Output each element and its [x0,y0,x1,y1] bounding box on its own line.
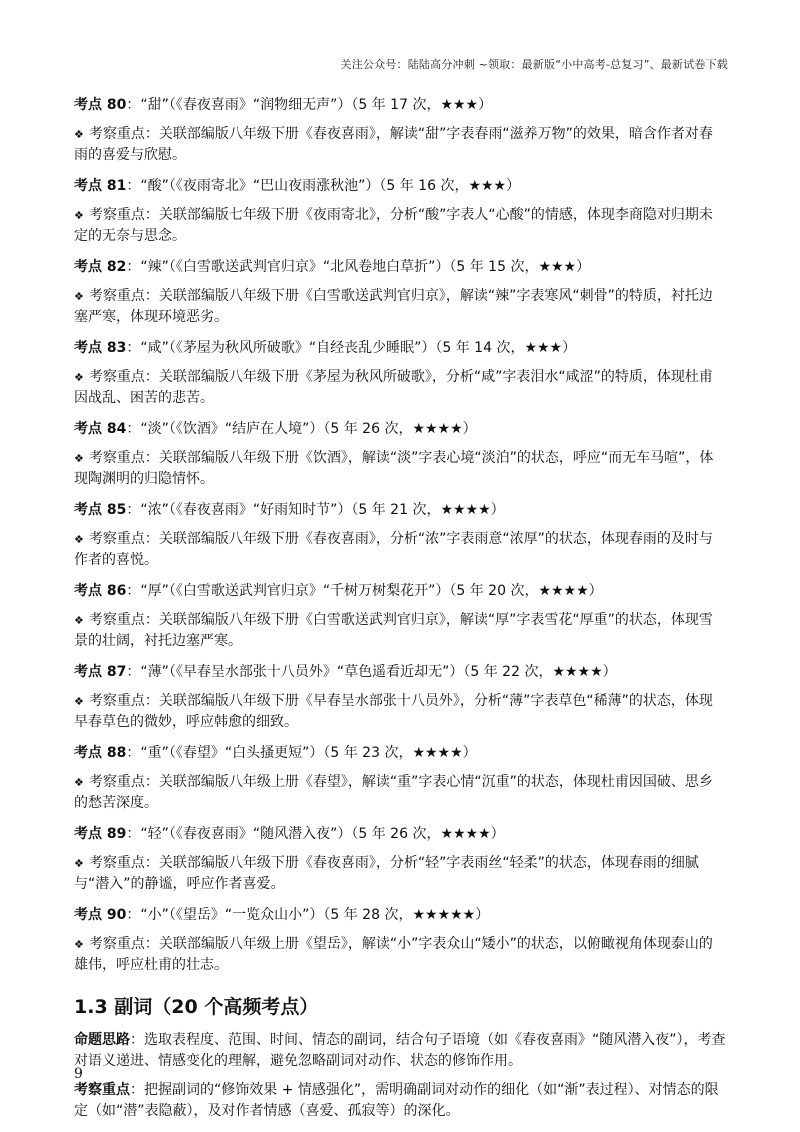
exam-point-heading: ：“轻”（《春夜喜雨》“随风潜入夜”）（5 年 26 次，★★★★） [126,826,505,842]
exam-point-label: 考点 88 [74,745,127,761]
exam-point-desc-text: 考察重点：关联部编版八年级下册《春夜喜雨》，解读“甜”字表春雨“滋养万物”的效果，暗含作者对春雨的喜爱与欣慰。 [74,126,713,163]
exam-point-desc-text: 考察重点：关联部编版八年级下册《茅屋为秋风所破歌》，分析“咸”字表泪水“咸涩”的特质，体现杜甫因战乱、困苦的悲苦。 [74,369,713,406]
diamond-bullet-icon: ❖ [74,209,84,222]
exam-point-title [74,743,726,763]
exam-point-desc-text: 考察重点：关联部编版八年级下册《饮酒》，解读“淡”字表心境“淡泊”的状态，呼应“而无车马喧”，体现陶渊明的归隐情怀。 [74,450,714,487]
exam-point-title [74,419,726,439]
exam-point-81 [74,176,726,247]
exam-point-description [74,286,726,328]
diamond-bullet-icon: ❖ [74,614,84,627]
exam-point-description [74,124,726,166]
paragraph-label: 命题思路 [74,1032,130,1048]
header-note: 关注公众号：陆陆高分冲刺 ~领取：最新版“小中高考-总复习”、最新试卷下载 [340,58,728,71]
exam-point-heading: ：“小”（《望岳》“一览众山小”）（5 年 28 次，★★★★★） [126,907,490,923]
section-paragraph-focus [74,1080,726,1122]
diamond-bullet-icon: ❖ [74,857,84,870]
diamond-bullet-icon: ❖ [74,533,84,546]
diamond-bullet-icon: ❖ [74,938,84,951]
exam-point-88 [74,743,726,814]
exam-point-86 [74,581,726,652]
exam-point-desc-text: 考察重点：关联部编版八年级下册《白雪歌送武判官归京》，解读“厚”字表雪花“厚重”的状态，体现雪景的壮阔，衬托边塞严寒。 [74,612,713,649]
exam-point-90 [74,905,726,976]
exam-point-description [74,529,726,571]
exam-point-desc-text: 考察重点：关联部编版八年级上册《春望》，解读“重”字表心情“沉重”的状态，体现杜甫因国破、思乡的愁苦深度。 [74,774,713,811]
exam-point-description [74,448,726,490]
diamond-bullet-icon: ❖ [74,452,84,465]
exam-point-80 [74,95,726,166]
exam-point-desc-text: 考察重点：关联部编版七年级下册《夜雨寄北》，分析“酸”字表人“心酸”的情感，体现李商隐对归期未定的无奈与思念。 [74,207,713,244]
exam-point-heading: ：“薄”（《早春呈水部张十八员外》“草色遥看近却无”）（5 年 22 次，★★★★） [126,664,617,680]
exam-point-title [74,95,726,115]
section-paragraph-approach [74,1030,726,1072]
exam-point-desc-text: 考察重点：关联部编版八年级下册《白雪歌送武判官归京》，解读“辣”字表寒风“刺骨”的特质，衬托边塞严寒，体现环境恶劣。 [74,288,713,325]
exam-point-description [74,934,726,976]
exam-point-title [74,662,726,682]
exam-point-title [74,905,726,925]
exam-point-description [74,205,726,247]
exam-point-description [74,853,726,895]
exam-point-title [74,338,726,358]
exam-point-heading: ：“甜”（《春夜喜雨》“润物细无声”）（5 年 17 次，★★★） [126,97,493,113]
exam-point-84 [74,419,726,490]
exam-point-89 [74,824,726,895]
diamond-bullet-icon: ❖ [74,776,84,789]
exam-point-title [74,581,726,601]
exam-point-description [74,610,726,652]
exam-point-description [74,367,726,409]
exam-point-heading: ：“淡”（《饮酒》“结庐在人境”）（5 年 26 次，★★★★） [126,421,477,437]
exam-point-heading: ：“厚”（《白雪歌送武判官归京》“千树万树梨花开”）（5 年 20 次，★★★★） [126,583,603,599]
exam-point-heading: ：“酸”（《夜雨寄北》“巴山夜雨涨秋池”）（5 年 16 次，★★★） [126,178,521,194]
exam-point-label: 考点 83 [74,340,127,356]
exam-point-description [74,691,726,733]
exam-point-desc-text: 考察重点：关联部编版八年级下册《春夜喜雨》，分析“浓”字表雨意“浓厚”的状态，体现春雨的及时与作者的喜悦。 [74,531,713,568]
exam-point-heading: ：“辣”（《白雪歌送武判官归京》“北风卷地白草折”）（5 年 15 次，★★★） [126,259,591,275]
page-number: 9 [74,1066,83,1082]
exam-point-heading: ：“浓”（《春夜喜雨》“好雨知时节”）（5 年 21 次，★★★★） [126,502,505,518]
exam-point-82 [74,257,726,328]
exam-point-label: 考点 84 [74,421,127,437]
diamond-bullet-icon: ❖ [74,371,84,384]
exam-point-heading: ：“咸”（《茅屋为秋风所破歌》“自经丧乱少睡眠”）（5 年 14 次，★★★） [126,340,577,356]
diamond-bullet-icon: ❖ [74,695,84,708]
exam-point-87 [74,662,726,733]
exam-point-label: 考点 82 [74,259,127,275]
exam-point-title [74,500,726,520]
paragraph-text: ：把握副词的“修饰效果 + 情感强化”，需明确副词对动作的细化（如“渐”表过程）、对情态的限定（如“潜”表隐蔽），及对作者情感（喜爱、孤寂等）的深化。 [74,1082,719,1119]
exam-point-title [74,824,726,844]
diamond-bullet-icon: ❖ [74,128,84,141]
exam-point-label: 考点 87 [74,664,127,680]
exam-point-desc-text: 考察重点：关联部编版八年级下册《春夜喜雨》，分析“轻”字表雨丝“轻柔”的状态，体现春雨的细腻与“潜入”的静谧，呼应作者喜爱。 [74,855,699,892]
exam-point-desc-text: 考察重点：关联部编版八年级上册《望岳》，解读“小”字表众山“矮小”的状态，以俯瞰视角体现泰山的雄伟，呼应杜甫的壮志。 [74,936,713,973]
exam-point-label: 考点 80 [74,97,127,113]
exam-point-85 [74,500,726,571]
exam-point-label: 考点 86 [74,583,127,599]
exam-point-heading: ：“重”（《春望》“白头搔更短”）（5 年 23 次，★★★★） [126,745,477,761]
exam-point-label: 考点 85 [74,502,127,518]
exam-point-desc-text: 考察重点：关联部编版八年级下册《早春呈水部张十八员外》，分析“薄”字表草色“稀薄”的状态，体现早春草色的微妙，呼应韩愈的细致。 [74,693,713,730]
paragraph-label: 考察重点 [74,1082,130,1098]
exam-point-description [74,772,726,814]
exam-point-label: 考点 89 [74,826,127,842]
exam-point-label: 考点 81 [74,178,127,194]
diamond-bullet-icon: ❖ [74,290,84,303]
exam-point-83 [74,338,726,409]
section-title: 1.3 副词（20 个高频考点） [74,996,319,1018]
exam-point-title [74,176,726,196]
paragraph-text: ：选取表程度、范围、时间、情态的副词，结合句子语境（如《春夜喜雨》“随风潜入夜”），考查对语义递进、情感变化的理解，避免忽略副词对动作、状态的修饰作用。 [74,1032,726,1069]
exam-point-title [74,257,726,277]
page-content [74,95,726,1130]
exam-point-label: 考点 90 [74,907,127,923]
